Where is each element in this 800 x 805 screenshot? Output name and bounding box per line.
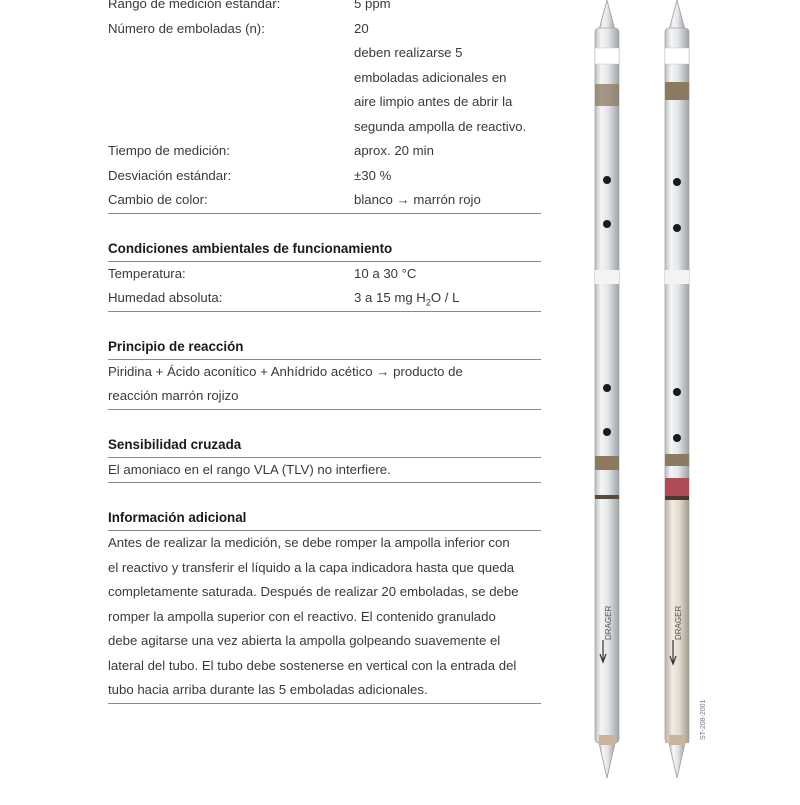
spec-row [108, 90, 541, 115]
spec-row [108, 0, 541, 17]
divider [108, 703, 541, 704]
text-line: Piridina + Ácido aconítico + Anhídrido acético → producto de [108, 363, 463, 379]
spec-value: 10 a 30 °C [354, 265, 417, 281]
image-credit: ST-208-2001 [700, 699, 707, 740]
detector-tubes-image [580, 0, 720, 800]
spec-value: aire limpio antes de abrir la [354, 94, 513, 109]
spec-row-temperature [108, 262, 541, 287]
spec-row [108, 115, 541, 140]
divider [108, 409, 541, 410]
spec-label: Rango de medición estándar: [108, 0, 281, 11]
spec-row [108, 41, 541, 66]
detector-tubes-illustration [580, 0, 720, 800]
text-line: el reactivo y transferir el líquido a la capa indicadora hasta que queda [108, 559, 515, 575]
spec-value: aprox. 20 min [354, 143, 434, 158]
spec-label [108, 90, 354, 115]
tube-right-label: DRAGER [674, 605, 683, 640]
text-line: Antes de realizar la medición, se debe romper la ampolla inferior con [108, 535, 510, 550]
spec-label: Temperatura: [108, 265, 186, 281]
spec-label: Desviación estándar: [108, 167, 232, 183]
spec-value: blanco → marrón rojo [354, 192, 481, 207]
spec-row [108, 66, 541, 91]
section-title-additional-info: Información adicional [108, 510, 247, 525]
section-title-environment: Condiciones ambientales de funcionamiento [108, 240, 393, 256]
spec-row [108, 17, 541, 42]
spec-value: deben realizarse 5 [354, 45, 463, 60]
spec-label: Tiempo de medición: [108, 143, 230, 158]
spec-label [108, 66, 354, 91]
cross-sensitivity-text: El amoniaco en el rango VLA (TLV) no interfiere. [108, 461, 391, 477]
tube-left [595, 0, 619, 778]
divider [108, 482, 541, 483]
spec-value: 3 a 15 mg $H_2O$ / L [354, 290, 460, 308]
spec-row [108, 188, 541, 213]
spec-label: Cambio de color: [108, 192, 208, 207]
spec-value: emboladas adicionales en [354, 69, 507, 85]
text-line: debe agitarse una vez abierta la ampolla golpeando suavemente el [108, 633, 501, 648]
spec-label: Humedad absoluta: [108, 290, 223, 305]
additional-info-text [108, 531, 541, 703]
reaction-text [108, 360, 541, 409]
spec-value: 5 ppm [354, 0, 391, 11]
spec-row [108, 164, 541, 189]
spec-value: ±30 % [354, 167, 392, 183]
spec-label [108, 115, 354, 140]
spec-row-humidity [108, 286, 541, 311]
section-title-cross-sensitivity: Sensibilidad cruzada [108, 436, 242, 452]
section-title-reaction: Principio de reacción [108, 338, 244, 354]
divider [108, 311, 541, 312]
spec-row [108, 139, 541, 164]
text-line: completamente saturada. Después de realizar 20 emboladas, se debe [108, 584, 519, 599]
text-line: tubo hacia arriba durante las 5 emboladas adicionales. [108, 682, 428, 697]
spec-table [108, 0, 541, 213]
divider [108, 213, 541, 214]
text-line: lateral del tubo. El tubo debe sostenerse en vertical con la entrada del [108, 657, 517, 673]
document-body [108, 0, 541, 704]
spec-label [108, 41, 354, 66]
spec-label: Número de emboladas (n): [108, 20, 265, 36]
spec-value: 20 [354, 20, 369, 36]
spec-value: segunda ampolla de reactivo. [354, 118, 527, 134]
tube-right [665, 0, 689, 778]
text-line: romper la ampolla superior con el reactivo. El contenido granulado [108, 608, 496, 624]
tube-left-label: DRAGER [604, 605, 613, 640]
text-line: reacción marrón rojizo [108, 388, 239, 403]
